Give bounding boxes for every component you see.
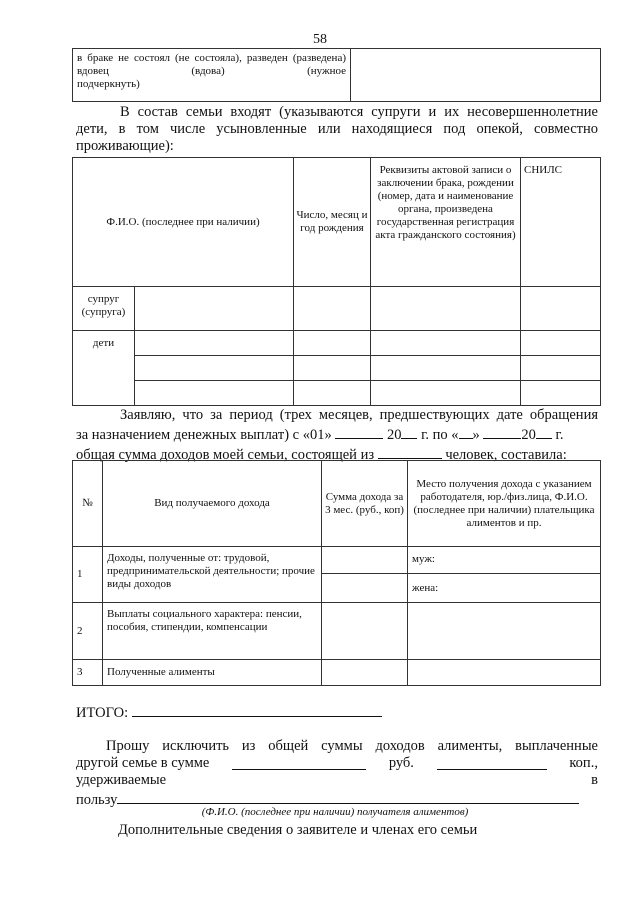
family-cell[interactable] (135, 287, 294, 331)
alimony-recipient-field[interactable] (117, 789, 579, 804)
family-children-label: дети (73, 331, 135, 406)
family-cell[interactable] (135, 381, 294, 406)
exclude-paragraph (76, 738, 598, 809)
period-from-year-field[interactable] (401, 424, 417, 439)
family-cell[interactable] (294, 381, 371, 406)
declaration-people-text: человек, составила: (445, 447, 567, 463)
family-cell[interactable] (294, 331, 371, 356)
income-table (72, 460, 601, 686)
family-intro: В состав семьи входят (указываются супруги и их несовершеннолетние дети, в том числе усыновленные или находящиеся под опекой, совместно проживающие): (76, 104, 598, 154)
declaration (76, 407, 598, 464)
alimony-rub-field[interactable] (232, 755, 366, 770)
family-cell[interactable] (371, 287, 521, 331)
income-row-num: 2 (73, 603, 103, 660)
declaration-line2 (76, 424, 598, 444)
family-spouse-label: супруг (супруга) (73, 287, 135, 331)
income-row-type: Выплаты социального характера: пенсии, пособия, стипендии, компенсации (103, 603, 322, 660)
family-cell[interactable] (294, 356, 371, 381)
total-field[interactable] (132, 702, 382, 717)
marital-status-last: подчеркнуть) (77, 78, 140, 90)
family-header-dob: Число, месяц и год рождения (294, 158, 371, 287)
additional-info-heading: Дополнительные сведения о заявителе и членах его семьи (118, 822, 478, 838)
income-sum-cell[interactable] (322, 547, 408, 574)
marital-status-text (73, 49, 351, 102)
income-header-num: № (73, 461, 103, 547)
family-header-fio: Ф.И.О. (последнее при наличии) (73, 158, 294, 287)
alimony-kop-field[interactable] (437, 755, 547, 770)
period-to-year-field[interactable] (536, 424, 552, 439)
income-header-type: Вид получаемого дохода (103, 461, 322, 547)
family-cell[interactable] (521, 287, 601, 331)
income-place-cell[interactable] (408, 603, 601, 660)
family-cell[interactable] (135, 356, 294, 381)
marital-status-table (72, 48, 601, 102)
exclude-amount-text: другой семье в сумме (76, 755, 210, 771)
period-to-month-field[interactable] (483, 424, 521, 439)
income-row-num: 1 (73, 547, 103, 603)
declaration-from-text: за назначением денежных выплат) с «01» (76, 427, 332, 443)
declaration-year-suffix: г. (555, 427, 564, 443)
exclude-line1: Прошу исключить из общей суммы доходов алименты, выплаченные (106, 738, 598, 754)
family-members-count-field[interactable] (378, 444, 442, 459)
family-header-snils: СНИЛС (521, 158, 601, 287)
family-table (72, 157, 601, 406)
exclude-favor-text: пользу (76, 792, 118, 808)
family-cell[interactable] (371, 381, 521, 406)
declaration-line1: Заявляю, что за период (трех месяцев, предшествующих дате обращения (120, 407, 598, 423)
declaration-quote-close: » (472, 427, 480, 443)
recipient-caption: (Ф.И.О. (последнее при наличии) получателя алиментов) (201, 806, 469, 818)
income-place-cell[interactable] (408, 660, 601, 686)
declaration-family-text: общая сумма доходов моей семьи, состоящей из (76, 447, 375, 463)
exclude-kop-text: коп., (569, 755, 598, 771)
exclude-line3 (76, 772, 598, 789)
exclude-in-text: в (591, 772, 598, 788)
period-to-day-field[interactable] (459, 424, 473, 439)
declaration-year-prefix-2: 20 (521, 427, 536, 443)
income-sum-cell[interactable] (322, 574, 408, 603)
income-sum-cell[interactable] (322, 660, 408, 686)
family-cell[interactable] (294, 287, 371, 331)
exclude-withheld-text: удерживаемые (76, 772, 167, 788)
marital-status-value-cell[interactable] (351, 49, 601, 102)
exclude-rub-text: руб. (388, 755, 414, 771)
declaration-year-prefix: 20 (386, 427, 402, 443)
declaration-to-text: г. по « (421, 427, 459, 443)
page-number: 58 (313, 32, 327, 47)
total-label: ИТОГО: (76, 705, 129, 721)
total-line (76, 702, 382, 722)
income-header-place: Место получения дохода с указанием работодателя, юр./физ.лица, Ф.И.О. (последнее при наличии) плательщика алиментов и пр. (408, 461, 601, 547)
family-cell[interactable] (521, 356, 601, 381)
family-cell[interactable] (521, 331, 601, 356)
marital-status-main: в браке не состоял (не состояла), разведен (разведена) вдовец (вдова) (нужное (77, 52, 346, 77)
period-from-month-field[interactable] (335, 424, 383, 439)
family-cell[interactable] (371, 331, 521, 356)
income-header-sum: Сумма дохода за 3 мес. (руб., коп) (322, 461, 408, 547)
family-cell[interactable] (135, 331, 294, 356)
family-header-act: Реквизиты актовой записи о заключении брака, рождении (номер, дата и наименование органа, произведена государственная регистрация акта гражданского состояния) (371, 158, 521, 287)
income-sum-cell[interactable] (322, 603, 408, 660)
income-wife-label: жена: (408, 574, 601, 603)
exclude-line2 (76, 755, 598, 772)
income-row-type: Доходы, полученные от: трудовой, предпринимательской деятельности; прочие виды доходов (103, 547, 322, 603)
income-row-type: Полученные алименты (103, 660, 322, 686)
income-row-num: 3 (73, 660, 103, 686)
family-cell[interactable] (521, 381, 601, 406)
income-husband-label: муж: (408, 547, 601, 574)
family-cell[interactable] (371, 356, 521, 381)
